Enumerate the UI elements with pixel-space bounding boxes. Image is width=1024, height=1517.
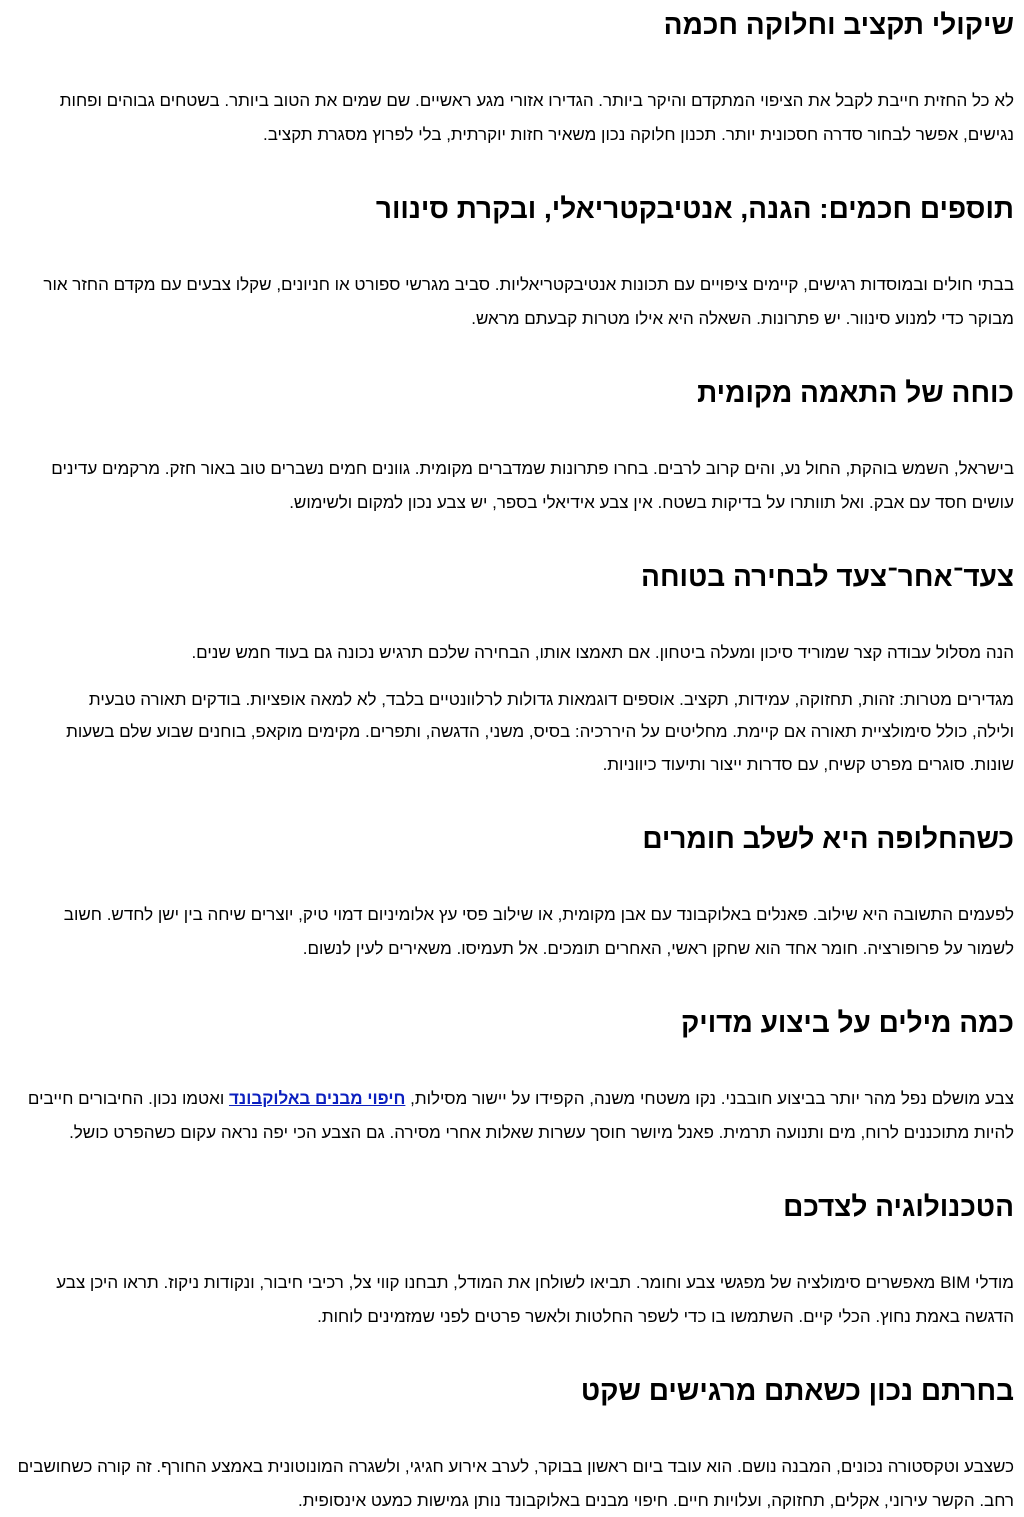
section-paragraph-budget: לא כל החזית חייבת לקבל את הציפוי המתקדם והיקר ביותר. הגדירו אזורי מגע ראשיים. שם שמים את הטוב ביותר. בשטחים גבוהים ופחות נגישים, אפשר לבחור סדרה חסכונית יותר. תכנון חלוקה נכון משאיר חזות יוקרתית, בלי לפרוץ מסגרת תקציב.	[59, 91, 1014, 144]
section-heading-combine-materials: כשהחלופה היא לשלב חומרים	[642, 823, 1014, 854]
section-heading-conclusion: בחרתם נכון כשאתם מרגישים שקט	[580, 1375, 1014, 1406]
section-heading-step-by-step: צעד־אחר־צעד לבחירה בטוחה	[641, 561, 1014, 592]
section-paragraph-technology: מודלי BIM מאפשרים סימולציה של מפגשי צבע וחומר. תביאו לשולחן את המודל, תבחנו קווי צל, רכיבי חיבור, ונקודות ניקוז. תראו היכן צבע הדגשה באמת נחוץ. הכלי קיים. השתמשו בו כדי לשפר החלטות ולאשר פרטים לפני שמזמינים לוחות.	[56, 1273, 1014, 1326]
alucobond-cladding-link[interactable]: חיפוי מבנים באלוקבונד	[228, 1089, 406, 1108]
steps-quote	[64, 684, 1014, 782]
paragraph-text-before-link: צבע מושלם נפל מהר יותר בביצוע חובבני. נקו משטחי משנה, הקפידו על יישור מסילות,	[405, 1089, 1014, 1108]
section-heading-precise-execution: כמה מילים על ביצוע מדויק	[680, 1007, 1014, 1038]
section-paragraph-precise-execution	[14, 1082, 1014, 1149]
section-heading-additives: תוספים חכמים: הגנה, אנטיבקטריאלי, ובקרת סינוור	[375, 193, 1014, 224]
section-heading-technology: הטכנולוגיה לצדכם	[783, 1191, 1014, 1222]
section-paragraph-step-by-step: הנה מסלול עבודה קצר שמוריד סיכון ומעלה ביטחון. אם תאמצו אותו, הבחירה שלכם תרגיש נכונה גם בעוד חמש שנים.	[191, 643, 1014, 662]
section-paragraph-conclusion: כשצבע וטקסטורה נכונים, המבנה נושם. הוא עובד ביום ראשון בבוקר, לערב אירוע חגיגי, ולשגרה המונוטונית באמצע החורף. זה קורה כשחושבים רחב. הקשר עירוני, אקלים, תחזוקה, ועלויות חיים. חיפוי מבנים באלוקבונד נותן גמישות כמעט אינסופית.	[17, 1457, 1014, 1510]
section-paragraph-local-fit: בישראל, השמש בוהקת, החול נע, והים קרוב לרבים. בחרו פתרונות שמדברים מקומית. גוונים חמים נשברים טוב באור חזק. מרקמים עדינים עושים חסד עם אבק. ואל תוותרו על בדיקות בשטח. אין צבע אידיאלי בספר, יש צבע נכון למקום ולשימוש.	[51, 459, 1014, 512]
section-paragraph-combine-materials: לפעמים התשובה היא שילוב. פאנלים באלוקבונד עם אבן מקומית, או שילוב פסי עץ אלומיניום דמוי טיק, יוצרים שיחה בין ישן לחדש. חשוב לשמור על פרופורציה. חומר אחד הוא שחקן ראשי, האחרים תומכים. אל תעמיסו. משאירים לעין לנשום.	[63, 905, 1014, 958]
section-heading-local-fit: כוחה של התאמה מקומית	[697, 377, 1014, 408]
steps-quote-text: מגדירים מטרות: זהות, תחזוקה, עמידות, תקציב. אוספים דוגמאות גדולות לרלוונטיים בלבד, לא למאה אופציות. בודקים תאורה טבעית ולילה, כולל סימולציית תאורה אם קיימת. מחליטים על היררכיה: בסיס, משני, הדגשה, ותפרים. מקימים מוקאפ, בוחנים שבוע שלם בשעות שונות. סוגרים מפרט קשיח, עם סדרות ייצור ותיעוד כיווניות.	[66, 689, 1014, 774]
section-heading-budget: שיקולי תקציב וחלוקה חכמה	[663, 9, 1014, 40]
paragraph-text-after-link: ואטמו נכון. החיבורים חייבים להיות מתוכננים לרוח, מים ותנועה תרמית. פאנל מיושר חוסך עשרות שאלות אחרי מסירה. גם הצבע הכי יפה נראה עקום כשהפרט כושל.	[27, 1089, 1014, 1142]
section-paragraph-additives: בבתי חולים ובמוסדות רגישים, קיימים ציפויים עם תכונות אנטיבקטריאליות. סביב מגרשי ספורט או חניונים, שקלו צבעים עם מקדם החזר אור מבוקר כדי למנוע סינוור. יש פתרונות. השאלה היא אילו מטרות קבעתם מראש.	[43, 275, 1014, 328]
